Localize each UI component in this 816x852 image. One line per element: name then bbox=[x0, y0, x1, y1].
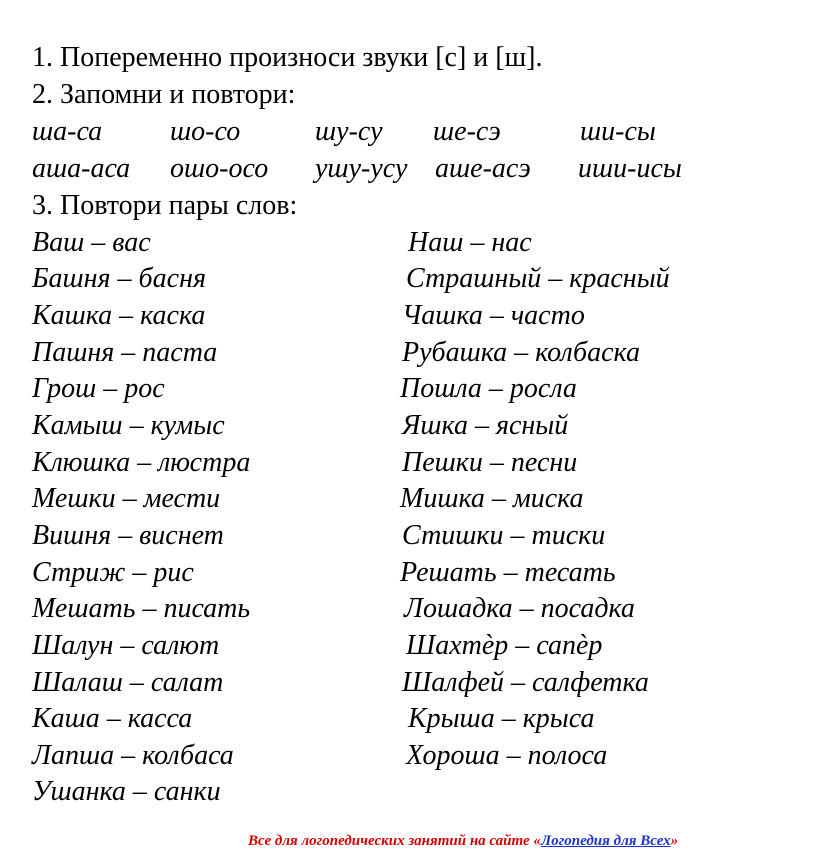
site-footer bbox=[248, 832, 678, 850]
syllable: иши-исы bbox=[578, 153, 682, 184]
word-pair-left: Кашка – каска bbox=[32, 300, 206, 331]
word-pair-right: Пошла – росла bbox=[400, 373, 577, 404]
word-pair-left: Башня – басня bbox=[32, 263, 206, 294]
word-pair-left: Шалаш – салат bbox=[32, 667, 224, 698]
word-pair-right: Шахтѐр – сапѐр bbox=[406, 630, 603, 661]
syllable: ушу-усу bbox=[315, 153, 408, 184]
word-pair-left: Каша – касса bbox=[32, 703, 193, 734]
word-pair-right: Решать – тесать bbox=[400, 557, 616, 588]
word-pair-left: Лапша – колбаса bbox=[32, 740, 234, 771]
word-pair-left: Грош – рос bbox=[32, 373, 165, 404]
syllable: ши-сы bbox=[580, 116, 656, 147]
footer-quote: » bbox=[670, 833, 679, 849]
syllable: аша-аса bbox=[32, 153, 131, 184]
word-pair-right: Страшный – красный bbox=[406, 263, 670, 294]
task-2-title: 2. Запомни и повтори: bbox=[32, 79, 296, 110]
syllable: шу-су bbox=[315, 116, 383, 147]
syllable: ше-сэ bbox=[433, 116, 501, 147]
word-pair-right: Крыша – крыса bbox=[408, 703, 595, 734]
word-pair-left: Мешать – писать bbox=[32, 593, 251, 624]
word-pair-left: Стриж – рис bbox=[32, 557, 194, 588]
word-pair-left: Вишня – виснет bbox=[32, 520, 224, 551]
syllable: аше-асэ bbox=[435, 153, 531, 184]
word-pair-left: Ваш – вас bbox=[32, 227, 151, 258]
word-pair-right: Чашка – часто bbox=[402, 300, 585, 331]
word-pair-right: Шалфей – салфетка bbox=[402, 667, 649, 698]
word-pair-left: Клюшка – люстра bbox=[32, 447, 251, 478]
syllable: шо-со bbox=[170, 116, 241, 147]
word-pair-right: Наш – нас bbox=[408, 227, 532, 258]
word-pair-right: Яшка – ясный bbox=[402, 410, 569, 441]
word-pair-left: Ушанка – санки bbox=[32, 776, 221, 807]
word-pair-right: Стишки – тиски bbox=[402, 520, 606, 551]
word-pair-right: Рубашка – колбаска bbox=[402, 337, 640, 368]
word-pair-right: Пешки – песни bbox=[402, 447, 578, 478]
word-pair-left: Мешки – мести bbox=[32, 483, 221, 514]
syllable: ша-са bbox=[32, 116, 103, 147]
footer-site-link[interactable]: Логопедия для Всех bbox=[540, 833, 671, 849]
footer-text: Все для логопедических занятий на сайте « bbox=[248, 833, 541, 849]
word-pair-left: Шалун – салют bbox=[32, 630, 220, 661]
task-3-title: 3. Повтори пары слов: bbox=[32, 190, 298, 221]
word-pair-left: Камыш – кумыс bbox=[32, 410, 225, 441]
word-pair-right: Хороша – полоса bbox=[406, 740, 608, 771]
task-1-title: 1. Попеременно произноси звуки [с] и [ш]. bbox=[32, 42, 543, 73]
word-pair-right: Лошадка – посадка bbox=[404, 593, 635, 624]
word-pair-right: Мишка – миска bbox=[400, 483, 584, 514]
word-pair-left: Пашня – паста bbox=[32, 337, 218, 368]
syllable: ошо-осо bbox=[170, 153, 269, 184]
